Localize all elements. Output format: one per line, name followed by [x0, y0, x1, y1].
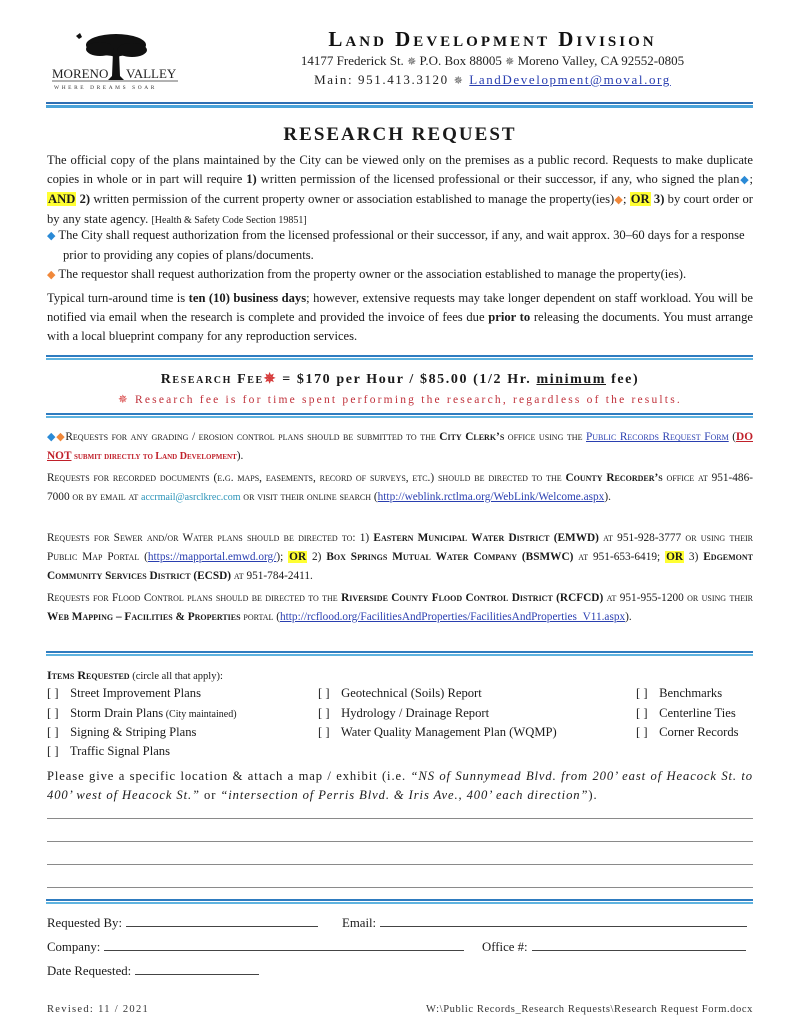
or-highlight: OR	[289, 551, 307, 563]
contact-top-divider	[46, 899, 753, 904]
item-wqmp[interactable]: [ ] Water Quality Management Plan (WQMP)	[318, 725, 557, 739]
blue-bullet-note: ◆ The City shall request authorization from the licensed professional or their successor, if any, and wait approx. 30–60 days for a response prior to providing any copies of plans/documents.	[47, 228, 745, 262]
division-email-link[interactable]: LandDevelopment@moval.org	[469, 72, 671, 87]
items-top-divider	[46, 651, 753, 656]
research-fee-line: Research Fee✵ = $170 per Hour / $85.00 (1/2 Hr. minimum fee)	[160, 372, 640, 387]
orange-diamond-icon: ◆	[614, 194, 623, 206]
checkbox-bracket[interactable]: [ ]	[47, 744, 59, 758]
rcflood-portal-link[interactable]: http://rcflood.org/FacilitiesAndProperties/FacilitiesAndProperties_V11.aspx	[280, 611, 626, 623]
moreno-valley-logo	[52, 28, 178, 92]
blue-diamond-icon: ◆	[739, 174, 750, 186]
orange-bullet-note: ◆ The requestor shall request authorization from the property owner or the association established to manage the property(ies).	[47, 267, 687, 281]
office-phone-field[interactable]: Office #:	[482, 937, 746, 955]
or-highlight: OR	[666, 551, 684, 563]
company-input[interactable]	[104, 937, 464, 951]
checkbox-bracket[interactable]: [ ]	[47, 706, 59, 720]
item-storm-drain-plans[interactable]: [ ] Storm Drain Plans (City maintained)	[47, 706, 237, 720]
date-requested-field[interactable]: Date Requested:	[47, 961, 259, 979]
code-citation: [Health & Safety Code Section 19851]	[151, 215, 307, 226]
public-records-form-link[interactable]: Public Records Request Form	[586, 431, 729, 443]
item-benchmarks[interactable]: [ ] Benchmarks	[636, 686, 723, 700]
document-file-path: W:\Public Records_Research Requests\Research Request Form.docx	[426, 1004, 753, 1015]
checkbox-bracket[interactable]: [ ]	[636, 686, 648, 700]
recorder-email-link[interactable]: accrmail@asrclkrec.com	[141, 492, 241, 503]
star-separator-icon: ✵	[453, 75, 465, 87]
location-instructions: Please give a specific location & attach a map / exhibit (i.e. “NS of Sunnymead Blvd. from 200’ east of Heacock St. to 400’ west of Heacock St.” or “intersection of Perris Blvd. & Iris Ave., 400’ each direction”).	[47, 769, 753, 802]
asterisk-icon: ✵	[263, 372, 278, 387]
star-separator-icon: ✵	[505, 56, 515, 68]
requested-by-field[interactable]: Requested By:	[47, 913, 318, 931]
minimum-underlined: minimum	[536, 372, 606, 387]
recorded-documents-note: Requests for recorded documents (e.g. maps, easements, record of surveys, etc.) should be directed to the County Recorder’s office at 951-486-7000 or by email at accrmail@asrclkrec.com or visit their online search (http://weblink.rctlma.org/WebLink/Welcome.aspx).	[47, 472, 753, 503]
star-separator-icon: ✵	[407, 56, 417, 68]
weblink-search-link[interactable]: http://weblink.rctlma.org/WebLink/Welcome.aspx	[377, 491, 605, 503]
division-title: Land Development Division	[328, 27, 657, 51]
do-not-warning: DO NOT	[47, 431, 753, 462]
grading-request-note: ◆◆Requests for any grading / erosion control plans should be submitted to the City Clerk’s office using the Public Records Request Form (DO NOT submit directly to Land Development).	[47, 431, 753, 462]
checkbox-bracket[interactable]: [ ]	[318, 706, 330, 720]
page-title: RESEARCH REQUEST	[283, 124, 517, 145]
division-address: 14177 Frederick St. ✵ P.O. Box 88005 ✵ Moreno Valley, CA 92552-0805	[300, 53, 685, 68]
emwd-map-portal-link[interactable]: https://mapportal.emwd.org/	[147, 551, 277, 563]
location-line-2[interactable]	[47, 841, 753, 842]
checkbox-bracket[interactable]: [ ]	[47, 725, 59, 739]
checkbox-bracket[interactable]: [ ]	[318, 686, 330, 700]
division-contact	[270, 72, 715, 88]
or-highlight: OR	[630, 192, 650, 206]
revision-date: Revised: 11 / 2021	[47, 1004, 150, 1015]
item-signing-striping-plans[interactable]: [ ] Signing & Striping Plans	[47, 725, 197, 739]
orange-diamond-icon: ◆	[47, 269, 56, 281]
checkbox-bracket[interactable]: [ ]	[47, 686, 59, 700]
blue-diamond-icon: ◆	[47, 431, 57, 443]
fee-top-divider	[46, 355, 753, 360]
item-corner-records[interactable]: [ ] Corner Records	[636, 725, 739, 739]
checkbox-bracket[interactable]: [ ]	[318, 725, 330, 739]
item-geotechnical-report[interactable]: [ ] Geotechnical (Soils) Report	[318, 686, 482, 700]
main-phone: Main: 951.413.3120	[314, 72, 449, 87]
checkbox-bracket[interactable]: [ ]	[636, 706, 648, 720]
header-divider	[46, 102, 753, 108]
asterisk-icon: ✵	[118, 394, 130, 406]
fee-label: Research Fee	[160, 372, 264, 387]
tree-icon	[52, 28, 178, 92]
blue-diamond-icon: ◆	[47, 230, 56, 242]
location-line-1[interactable]	[47, 818, 753, 819]
office-phone-input[interactable]	[532, 937, 746, 951]
email-input[interactable]	[380, 913, 747, 927]
items-requested-heading: Items Requested (circle all that apply):	[47, 668, 223, 682]
location-line-3[interactable]	[47, 864, 753, 865]
email-field[interactable]: Email:	[342, 913, 747, 931]
fee-bottom-divider	[46, 413, 753, 418]
item-hydrology-drainage-report[interactable]: [ ] Hydrology / Drainage Report	[318, 706, 490, 720]
research-fee-note: ✵ Research fee is for time spent performing the research, regardless of the results.	[118, 394, 682, 406]
flood-control-note: Requests for Flood Control plans should be directed to the Riverside County Flood Control District (RCFCD) at 951-955-1200 or using their Web Mapping – Facilities & Properties portal (http://rcflood.org/FacilitiesAndProperties/FacilitiesAndProperties_V11.aspx).	[47, 592, 753, 623]
and-highlight: AND	[48, 192, 76, 206]
checkbox-bracket[interactable]: [ ]	[636, 725, 648, 739]
svg-text:VALLEY: VALLEY	[126, 66, 177, 81]
date-requested-input[interactable]	[135, 961, 259, 975]
sewer-water-note: Requests for Sewer and/or Water plans should be directed to: 1) Eastern Municipal Water District (EMWD) at 951-928-3777 or using their Public Map Portal (https://mapportal.emwd.org/); OR 2) Box Springs Mutual Water Company (BSMWC) at 951-653-6419; OR 3) Edgemont Community Services District (ECSD) at 951-784-2411.	[47, 532, 754, 582]
orange-diamond-icon: ◆	[56, 431, 66, 443]
item-traffic-signal-plans[interactable]: [ ] Traffic Signal Plans	[47, 744, 170, 758]
item-street-improvement-plans[interactable]: [ ] Street Improvement Plans	[47, 686, 201, 700]
intro-paragraph: The official copy of the plans maintained by the City can be viewed only on the premises as a public record. Requests to make duplicate copies in whole or in part will require 1) written permission of the licensed professional or their successor, if any, who signed the plan◆; AND 2) written permission of the current property owner or association established to manage the property(ies)◆; OR 3) by court order or by any state agency. [Health & Safety Code Section 19851]	[47, 153, 753, 226]
svg-text:MORENO: MORENO	[52, 66, 109, 81]
company-field[interactable]: Company:	[47, 937, 464, 955]
item-centerline-ties[interactable]: [ ] Centerline Ties	[636, 706, 736, 720]
requested-by-input[interactable]	[126, 913, 318, 927]
svg-text:WHERE DREAMS SOAR: WHERE DREAMS SOAR	[54, 85, 157, 91]
location-line-4[interactable]	[47, 887, 753, 888]
turnaround-paragraph: Typical turn-around time is ten (10) business days; however, extensive requests may take longer dependent on staff workload. You will be notified via email when the research is complete and provided the invoice of fees due prior to releasing the documents. You must arrange with a local blueprint company for any reproduction services.	[47, 291, 753, 343]
